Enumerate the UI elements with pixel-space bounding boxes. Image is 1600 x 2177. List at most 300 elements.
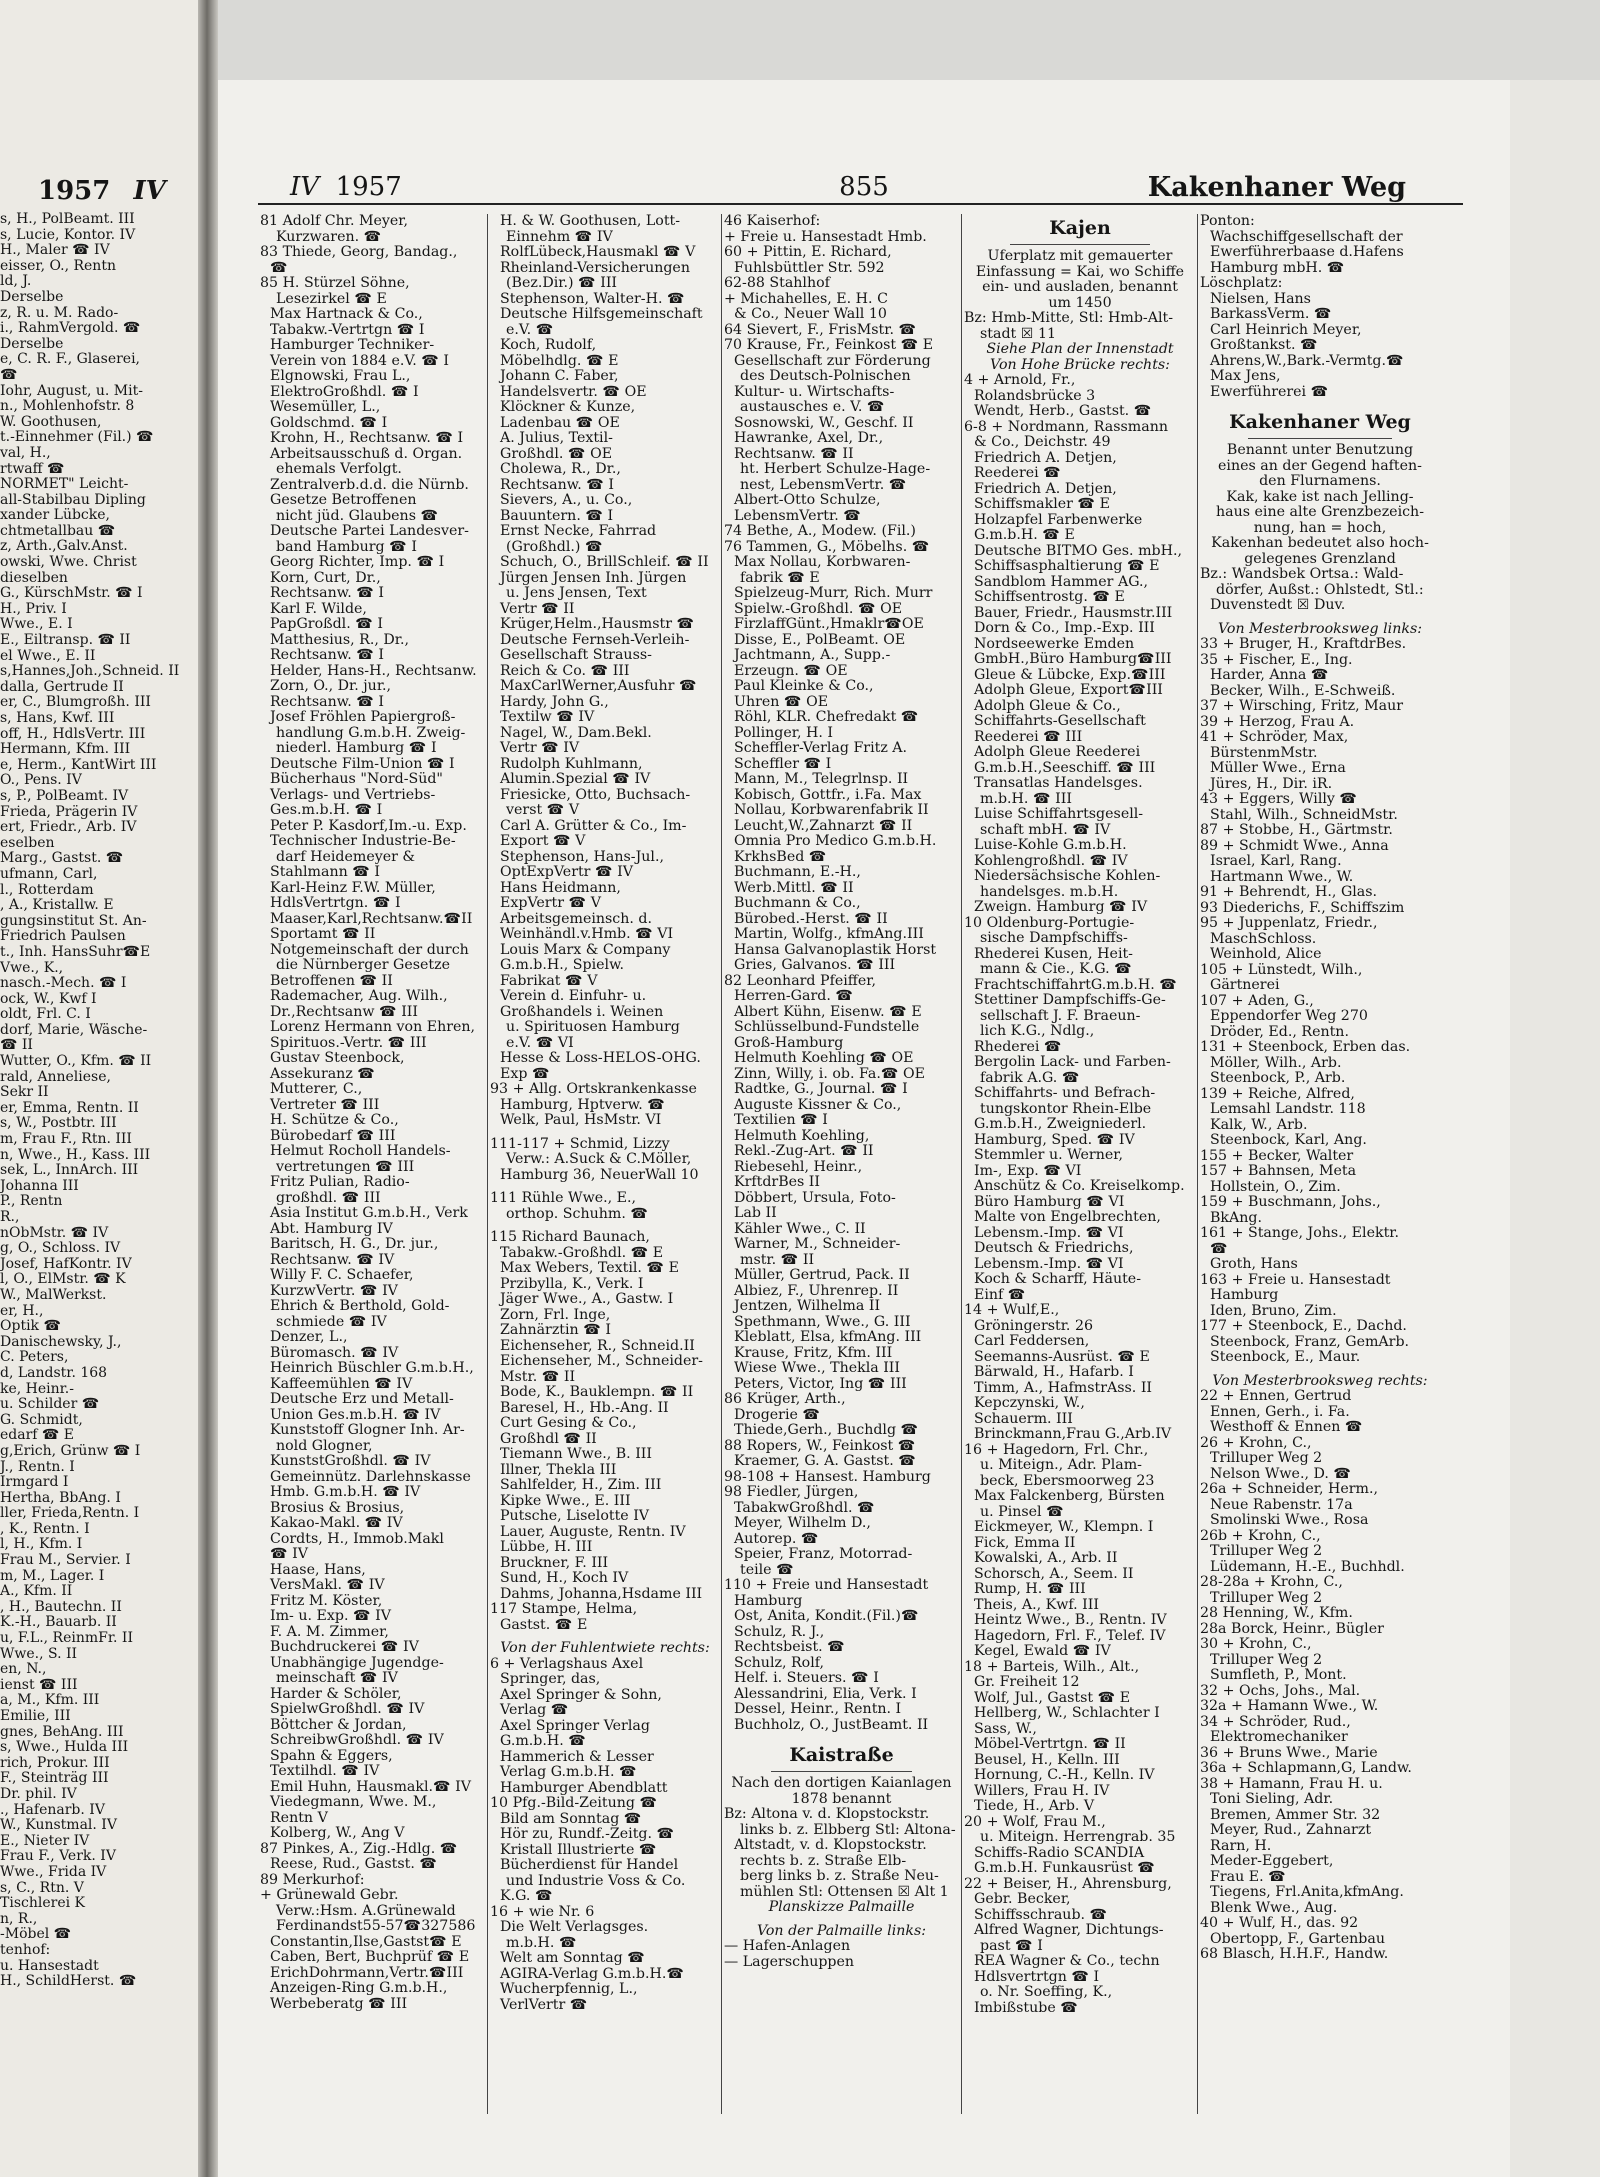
directory-entry: ☎ (270, 260, 288, 276)
previous-page-line: z, R. u. M. Rado- (0, 304, 119, 321)
directory-entry: GmbH.,Büro Hamburg☎III (974, 652, 1172, 667)
directory-entry: MaschSchloss. (1210, 931, 1317, 947)
directory-entry: 22 + Ennen, Gertrud (1200, 1389, 1352, 1404)
previous-page-line: eselben (0, 834, 55, 851)
directory-entry: Willy F. C. Schaefer, (270, 1268, 414, 1283)
heading-rule (771, 1771, 912, 1772)
header-rule (258, 203, 1463, 205)
directory-entry: Viedegmann, Wwe. M., (270, 1795, 437, 1810)
directory-entry: SchreibwGroßhdl. ☎ IV (270, 1733, 444, 1748)
directory-entry: 74 Bethe, A., Modew. (Fil.) (724, 524, 916, 539)
directory-entry: Auguste Kissner & Co., (734, 1097, 902, 1113)
directory-entry: Heintz Wwe., B., Rentn. IV (974, 1613, 1167, 1628)
directory-entry: Constantin,Ilse,Gastst☎ E (270, 1934, 462, 1950)
previous-page-line: R., (0, 1209, 20, 1225)
previous-page-line: g,Erich, Grünw ☎ I (0, 1442, 141, 1459)
directory-entry: ElektroGroßhdl. ☎ I (270, 384, 419, 400)
directory-entry: m.b.H. ☎ III (980, 791, 1072, 807)
directory-entry: Verlag ☎ (500, 1703, 569, 1718)
previous-page-line: s, W., Postbtr. III (0, 1115, 117, 1132)
previous-page-line: ller, Frieda,Rentn. I (0, 1505, 140, 1522)
directory-entry: Max Hartnack & Co., (270, 307, 423, 322)
directory-entry: Karl-Heinz F.W. Müller, (270, 880, 436, 896)
directory-entry: vertretungen ☎ III (276, 1159, 415, 1175)
previous-page-line: G. Schmidt, (0, 1411, 83, 1428)
directory-entry: VerlVertr ☎ (500, 1997, 588, 2013)
directory-entry: 115 Richard Baunach, (490, 1230, 650, 1245)
directory-entry: Zentralverb.d.d. die Nürnb. (270, 477, 469, 493)
directory-entry: 34 + Schröder, Rud., (1200, 1714, 1351, 1730)
previous-page-line: off, H., HdlsVertr. III (0, 725, 146, 742)
directory-entry: Transatlas Handelsges. (974, 776, 1143, 791)
directory-entry: Ewerführerei ☎ (1210, 384, 1329, 400)
previous-page-line: -Möbel ☎ (0, 1926, 72, 1943)
directory-entry: 117 Stampe, Helma, (490, 1602, 638, 1617)
directory-entry: Bärwald, H., Hafarb. I (974, 1365, 1134, 1380)
directory-entry: Hawranke, Axel, Dr., (734, 431, 884, 446)
directory-entry: Lorenz Hermann von Ehren, (270, 1020, 476, 1035)
directory-entry: Scheffler ☎ I (734, 756, 832, 772)
directory-entry: Pollinger, H. I (734, 725, 833, 741)
page-header (218, 172, 1510, 212)
directory-entry: Matthesius, R., Dr., (270, 632, 410, 648)
directory-entry: Georg Richter, Imp. ☎ I (270, 555, 445, 570)
previous-page-line: Marg., Gastst. ☎ (0, 850, 124, 867)
directory-entry: mühlen Stl: Ottensen ☒ Alt 1 (740, 1884, 949, 1900)
previous-page-line: gnes, BehAng. III (0, 1723, 124, 1740)
directory-entry: Spethmann, Wwe., G. III (734, 1314, 911, 1330)
directory-entry: Willers, Frau H. IV (974, 1783, 1110, 1799)
page-year: 1957 (335, 172, 402, 202)
directory-entry: Hardy, John G., (500, 694, 609, 710)
directory-entry: handlung G.m.b.H. Zweig- (276, 725, 466, 741)
previous-page-line: P., Rentn (0, 1193, 63, 1210)
directory-entry: Luise Schiffahrtsgesell- (974, 807, 1144, 822)
directory-entry: FirzlaffGünt.,Hmaklr☎OE (734, 617, 924, 632)
previous-page-line: rich, Prokur. III (0, 1754, 110, 1771)
directory-entry: 28 Henning, W., Kfm. (1200, 1606, 1353, 1621)
directory-entry: u. Jens Jensen, Text (506, 586, 647, 601)
directory-entry: Asia Institut G.m.b.H., Verk (270, 1206, 468, 1221)
directory-entry: G.m.b.H. ☎ E (974, 528, 1075, 543)
directory-entry: Einf ☎ (974, 1287, 1026, 1303)
directory-entry: MaxCarlWerner,Ausfuhr ☎ (500, 679, 697, 694)
directory-column-3 (724, 214, 959, 2114)
previous-page-line: ld, J. (0, 273, 32, 290)
directory-entry: um 1450 (1048, 295, 1112, 311)
directory-entry: Bauer, Friedr., Hausmstr.III (974, 605, 1173, 621)
directory-entry: Deutsche BITMO Ges. mbH., (974, 543, 1182, 559)
directory-entry: Hamburg mbH. ☎ (1210, 260, 1345, 276)
directory-entry: fabrik ☎ E (740, 570, 820, 586)
directory-entry: Anschütz & Co. Kreiselkomp. (974, 1179, 1185, 1194)
directory-entry: 155 + Becker, Walter (1200, 1148, 1354, 1164)
directory-entry: 1878 benannt (791, 1791, 892, 1807)
previous-page-line: e, Herm., KantWirt III (0, 756, 157, 773)
directory-entry: Spielw.-Großhdl. ☎ OE (734, 601, 903, 617)
directory-entry: Wucherpfennig, L., (500, 1982, 638, 1997)
directory-entry: 139 + Reiche, Alfred, (1200, 1086, 1355, 1102)
directory-entry: & Co., Neuer Wall 10 (734, 307, 887, 322)
directory-entry: Gärtnerei (1210, 978, 1280, 993)
directory-entry: Josef Fröhlen Papiergroß- (270, 710, 456, 725)
directory-entry: Thiede,Gerh., Buchdlg ☎ (734, 1423, 919, 1438)
directory-entry: Rump, H. ☎ III (974, 1582, 1086, 1597)
directory-entry: Kalk, W., Arb. (1210, 1117, 1308, 1133)
directory-entry: lich K.G., Ndlg., (980, 1024, 1095, 1039)
directory-entry: ht. Herbert Schulze-Hage- (740, 462, 931, 477)
directory-entry: beck, Ebersmoorweg 23 (980, 1473, 1155, 1489)
directory-entry: Hellberg, W., Schlachter I (974, 1706, 1160, 1721)
previous-page-line: Hertha, BbAng. I (0, 1489, 121, 1506)
directory-entry: Nollau, Korbwarenfabrik II (734, 803, 929, 818)
previous-page-line: Irmgard I (0, 1474, 69, 1491)
previous-page-line: Emilie, III (0, 1708, 71, 1724)
directory-entry: Brinckmann,Frau G.,Arb.IV (974, 1427, 1172, 1442)
directory-entry: 85 H. Stürzel Söhne, (260, 276, 410, 291)
previous-page-line: eisser, O., Rentn (0, 257, 116, 274)
directory-entry: K.G. ☎ (500, 1889, 553, 1904)
directory-entry: Werbeberatg ☎ III (270, 1996, 408, 2012)
directory-entry: e.V. ☎ VI (506, 1035, 574, 1051)
spacer (724, 1916, 959, 1924)
directory-entry: Riebesehl, Heinr., (734, 1159, 863, 1175)
directory-entry: mann & Cie., K.G. ☎ (980, 962, 1132, 977)
directory-entry: 93 Diederichs, F., Schiffszim (1200, 900, 1405, 916)
directory-entry: teile ☎ (740, 1562, 794, 1578)
directory-entry: Hamburg (734, 1593, 803, 1609)
previous-page-line: Iohr, August, u. Mit- (0, 382, 143, 399)
previous-page-header (38, 176, 188, 206)
directory-entry: Klöckner & Kunze, (500, 400, 636, 415)
directory-entry: Vertr ☎ II (500, 601, 575, 617)
directory-entry: Abt. Hamburg IV (270, 1221, 393, 1237)
directory-column-4 (964, 214, 1196, 2114)
directory-entry: 110 + Freie und Hansestadt (724, 1578, 929, 1593)
previous-page-line: dalla, Gertrude II (0, 678, 124, 695)
directory-entry: Kak, kake ist nach Jelling- (1226, 489, 1414, 505)
directory-entry: Harder & Schöler, (270, 1686, 402, 1702)
directory-entry: sellschaft J. F. Braeun- (980, 1008, 1141, 1024)
directory-entry: Müller, Gertrud, Pack. II (734, 1268, 910, 1283)
previous-page-line: gungsinstitut St. An- (0, 912, 147, 929)
directory-entry: Wesemüller, L., (270, 400, 381, 415)
directory-entry: 6 + Verlagshaus Axel (490, 1656, 644, 1672)
directory-entry: 30 + Krohn, C., (1200, 1637, 1312, 1652)
directory-entry: Fritz M. Köster, (270, 1593, 383, 1609)
directory-entry: Hamburger Techniker- (270, 338, 435, 353)
directory-entry: AGIRA-Verlag G.m.b.H.☎ (500, 1966, 685, 1982)
directory-entry: G.m.b.H. ☎ (500, 1734, 586, 1749)
directory-entry: Tiemann Wwe., B. III (500, 1447, 653, 1462)
directory-entry: Steenbock, Karl, Ang. (1210, 1133, 1367, 1148)
directory-entry: Luise-Kohle G.m.b.H. (974, 838, 1127, 853)
directory-entry: Fritz Pulian, Radio- (270, 1175, 410, 1190)
directory-entry: Eickmeyer, W., Klempn. I (974, 1520, 1154, 1535)
directory-entry: haus eine alte Grenzbezeich- (1216, 505, 1424, 520)
directory-entry: Toni Sieling, Adr. (1210, 1792, 1334, 1807)
spacer (490, 1222, 720, 1230)
directory-entry: Bruckner, F. III (500, 1555, 609, 1571)
previous-page-line: s,Hannes,Joh.,Schneid. II (0, 663, 180, 680)
directory-entry: Eppendorfer Weg 270 (1210, 1009, 1368, 1024)
directory-entry: Kaffeemühlen ☎ IV (270, 1376, 413, 1392)
previous-page-line: ock, W., Kwf I (0, 990, 97, 1007)
previous-page-line: E., Nieter IV (0, 1832, 90, 1849)
directory-entry: Welt am Sonntag ☎ (500, 1951, 645, 1966)
directory-entry: Lauer, Auguste, Rentn. IV (500, 1524, 686, 1540)
directory-entry: 26 + Krohn, C., (1200, 1435, 1312, 1451)
directory-entry: Max Falckenberg, Bürsten (974, 1489, 1165, 1504)
directory-entry: Erzeugn. ☎ OE (734, 663, 848, 679)
directory-entry: Verein d. Einfuhr- u. (500, 989, 647, 1004)
directory-entry: Cholewa, R., Dr., (500, 462, 621, 477)
directory-entry: Axel Springer Verlag (500, 1718, 650, 1734)
directory-entry: Emil Huhn, Hausmakl.☎ IV (270, 1779, 472, 1795)
directory-entry: HdlsVertrtgn. ☎ I (270, 896, 401, 911)
directory-entry: Rudolph Kuhlmann, (500, 756, 643, 772)
directory-entry: Ennen, Gerh., i. Fa. (1210, 1404, 1350, 1420)
directory-entry: Buchdruckerei ☎ IV (270, 1640, 419, 1655)
directory-entry: mstr. ☎ II (740, 1252, 815, 1268)
directory-entry: Beusel, H., Kelln. III (974, 1752, 1120, 1768)
directory-entry: verst ☎ V (506, 803, 580, 818)
directory-entry: Jäger Wwe., A., Gastw. I (500, 1292, 674, 1307)
directory-entry: BürstenmMstr. (1210, 745, 1318, 761)
directory-entry: meinschaft ☎ IV (276, 1671, 398, 1686)
directory-entry: Reederei ☎ III (974, 729, 1083, 745)
directory-entry: 89 Merkurhof: (260, 1872, 365, 1888)
directory-entry: gelegenes Grenzland (1244, 551, 1396, 567)
directory-entry: Schuch, O., BrillSchleif. ☎ II (500, 555, 709, 570)
directory-entry: Gesellschaft Strauss- (500, 648, 652, 663)
previous-page-line: g, O., Schloss. IV (0, 1240, 121, 1257)
directory-entry: Krohn, H., Rechtsanw. ☎ I (270, 431, 464, 446)
directory-entry: Bode, K., Bauklempn. ☎ II (500, 1385, 694, 1400)
directory-entry: Großhdl. ☎ OE (500, 446, 613, 462)
directory-entry: Tiede, H., Arb. V (974, 1799, 1095, 1814)
directory-entry: Technischer Industrie-Be- (270, 834, 456, 849)
directory-entry: berg links b. z. Straße Neu- (740, 1869, 939, 1884)
directory-entry: Max Jens, (1210, 369, 1281, 384)
directory-entry: Trilluper Weg 2 (1210, 1544, 1323, 1559)
directory-entry: 68 Blasch, H.H.F., Handw. (1200, 1947, 1389, 1962)
directory-entry: Welk, Paul, HsMstr. VI (500, 1113, 662, 1128)
street-running-title: Kakenhaner Weg (1147, 172, 1406, 203)
directory-entry: Stahl, Wilh., SchneidMstr. (1210, 807, 1398, 823)
spacer (1200, 614, 1440, 622)
directory-entry: Krause, Fritz, Kfm. III (734, 1345, 893, 1361)
directory-entry: band Hamburg ☎ I (276, 539, 417, 555)
directory-entry: 20 + Wolf, Frau M., (964, 1814, 1106, 1830)
directory-entry: 6-8 + Nordmann, Rassmann (964, 419, 1168, 435)
directory-entry: Wendt, Herb., Gastst. ☎ (974, 404, 1152, 419)
directory-entry: Alumin.Spezial ☎ IV (500, 772, 651, 787)
directory-entry: Ges.m.b.H. ☎ I (270, 803, 383, 818)
spacer (490, 1633, 720, 1641)
directory-entry: Stahlmann ☎ I (270, 865, 381, 880)
directory-entry: LebensmVertr. ☎ (734, 508, 861, 524)
directory-entry: Sund, H., Koch IV (500, 1571, 629, 1586)
directory-entry: Hdlsvertrtgn ☎ I (974, 1969, 1100, 1985)
directory-entry: Speier, Franz, Motorrad- (734, 1547, 913, 1562)
directory-entry: fabrik A.G. ☎ (980, 1070, 1080, 1086)
directory-entry: Duvenstedt ☒ Duv. (1210, 598, 1346, 613)
directory-entry: Eichenseher, R., Schneid.II (500, 1338, 695, 1354)
directory-entry: Koch & Scharff, Häute- (974, 1272, 1141, 1287)
directory-entry: 91 + Behrendt, H., Glas. (1200, 885, 1378, 900)
directory-entry: Putsche, Liselotte IV (500, 1509, 650, 1524)
directory-entry: Jentzen, Wilhelma II (734, 1299, 881, 1314)
previous-page-line: val, H., (0, 444, 51, 461)
directory-entry: Omnia Pro Medico G.m.b.H. (734, 834, 937, 849)
directory-entry: Wolf, Jul., Gastst ☎ E (974, 1690, 1131, 1706)
directory-entry: Curt Gesing & Co., (500, 1416, 637, 1431)
previous-page-line: m, M., Lager. I (0, 1567, 105, 1584)
directory-entry: Kunststoff Glogner Inh. Ar- (270, 1423, 465, 1438)
directory-entry: G.m.b.H. Funkausrüst ☎ (974, 1861, 1155, 1876)
directory-entry: TabakwGroßhdl. ☎ (734, 1500, 875, 1516)
directory-entry: Hammerich & Lesser (500, 1749, 654, 1765)
column-divider (487, 214, 488, 2114)
directory-entry: + Michahelles, E. H. C (724, 291, 888, 307)
directory-entry: ein- und ausladen, benannt (982, 280, 1178, 295)
directory-entry: Schlüsselbund-Fundstelle (734, 1020, 920, 1035)
directory-entry: Gustav Steenbock, (270, 1051, 405, 1066)
directory-entry: 26a + Schneider, Herm., (1200, 1482, 1379, 1497)
heading-rule (1010, 244, 1149, 245)
directory-entry: Albert-Otto Schulze, (734, 493, 881, 508)
directory-entry: 157 + Bahnsen, Meta (1200, 1164, 1357, 1179)
directory-entry: Rolandsbrücke 3 (974, 388, 1096, 404)
previous-page-line: er, C., Blumgroßh. III (0, 694, 151, 711)
directory-entry: Kakenhan bedeutet also hoch- (1211, 536, 1429, 551)
directory-entry: Mann, M., Telegrlnsp. II (734, 772, 909, 787)
directory-entry: Benannt unter Benutzung (1226, 443, 1414, 458)
directory-entry: Schiffahrts- und Befrach- (974, 1086, 1156, 1101)
previous-page-section: IV (133, 176, 166, 206)
directory-entry: Hamburger Abendblatt (500, 1780, 668, 1796)
directory-entry: Reich & Co. ☎ III (500, 663, 630, 679)
directory-entry: Paul Kleinke & Co., (734, 679, 874, 694)
previous-page-line: ke, Heinr.- (0, 1380, 74, 1397)
directory-entry: Spahn & Eggers, (270, 1748, 393, 1764)
directory-entry: 40 + Wulf, H., das. 92 (1200, 1916, 1359, 1931)
previous-page-line: sek, L., InnArch. III (0, 1162, 139, 1179)
directory-entry: Kolberg, W., Ang V (270, 1826, 405, 1841)
directory-entry: Schauerm. III (974, 1411, 1073, 1427)
directory-entry: ☎ IV (270, 1547, 309, 1562)
directory-entry: Möbelhdlg. ☎ E (500, 353, 619, 369)
previous-page-line: nObMstr. ☎ IV (0, 1224, 109, 1241)
directory-entry: dörfer, Außst.: Ohlstedt, Stl.: (1216, 582, 1424, 598)
directory-entry: Dr.,Rechtsanw ☎ III (270, 1004, 419, 1020)
directory-entry: Alessandrini, Elia, Verk. I (734, 1686, 917, 1702)
directory-entry: Lebensm.-Imp. ☎ VI (974, 1256, 1124, 1272)
directory-entry: Kähler Wwe., C. II (734, 1221, 866, 1237)
directory-entry: Rademacher, Aug. Wilh., (270, 989, 448, 1004)
directory-entry: Baritsch, H. G., Dr. jur., (270, 1237, 439, 1252)
directory-entry: Möller, Wilh., Arb. (1210, 1055, 1342, 1071)
directory-entry: 93 + Allg. Ortskrankenkasse (490, 1082, 697, 1097)
previous-page-line: s, Wwe., Hulda III (0, 1739, 129, 1756)
directory-entry: Tabakw.-Großhdl. ☎ E (500, 1245, 664, 1261)
previous-page-line: d, Landstr. 168 (0, 1364, 108, 1381)
directory-entry: Lesezirkel ☎ E (276, 291, 387, 307)
directory-entry: handelsges. m.b.H. (980, 884, 1119, 900)
directory-entry: 39 + Herzog, Frau A. (1200, 714, 1355, 730)
directory-entry: Meyer, Wilhelm D., (734, 1516, 871, 1531)
directory-entry: Buchmann & Co., (734, 896, 861, 911)
directory-entry: A. Julius, Textil- (500, 431, 613, 446)
directory-entry: Kristall Illustrierte ☎ (500, 1842, 657, 1858)
directory-entry: Koch, Rudolf, (500, 338, 597, 353)
directory-entry: 87 Pinkes, A., Zig.-Hdlg. ☎ (260, 1841, 458, 1857)
previous-page-line: Wwe., S. II (0, 1645, 78, 1662)
directory-entry: Gleue & Lübcke, Exp.☎III (974, 667, 1166, 683)
directory-entry: Gröningerstr. 26 (974, 1318, 1094, 1334)
directory-entry: Drogerie ☎ (734, 1407, 821, 1423)
directory-entry: Max Webers, Textil. ☎ E (500, 1261, 679, 1276)
directory-entry: 10 Oldenburg-Portugie- (964, 915, 1135, 931)
directory-entry: Jüres, H., Dir. iR. (1210, 776, 1333, 792)
previous-page-line: Hermann, Kfm. III (0, 741, 131, 758)
directory-entry: Adolph Gleue Reederei (974, 745, 1141, 760)
directory-entry: OptExpVertr ☎ IV (500, 865, 633, 880)
heading-rule (1248, 438, 1392, 439)
directory-entry: Vertreter ☎ III (270, 1097, 380, 1113)
directory-entry: Im- u. Exp. ☎ IV (270, 1609, 392, 1624)
directory-entry: Im-, Exp. ☎ VI (974, 1163, 1082, 1179)
directory-entry: Hagedorn, Frl. F., Telef. IV (974, 1628, 1166, 1644)
previous-page-line: n, R., (0, 1910, 38, 1927)
directory-entry: Möbel-Vertrtgn. ☎ II (974, 1737, 1126, 1752)
directory-entry: Przibylla, K., Verk. I (500, 1276, 644, 1292)
directory-entry: Sosnowski, W., Geschf. II (734, 415, 914, 431)
directory-entry: 86 Krüger, Arth., (724, 1392, 846, 1407)
directory-entry: Handelsvertr. ☎ OE (500, 384, 647, 400)
previous-page-line: E., Eiltransp. ☎ II (0, 632, 131, 649)
directory-entry: nung, han = hoch, (1253, 520, 1387, 536)
directory-entry: Rhederei ☎ (974, 1039, 1062, 1055)
directory-entry: H. Schütze & Co., (270, 1113, 399, 1128)
directory-entry: Lüdemann, H.-E., Buchhdl. (1210, 1559, 1405, 1575)
directory-entry: Gemeinnütz. Darlehnskasse (270, 1469, 471, 1485)
directory-entry: Lab II (734, 1206, 777, 1221)
directory-entry: Helf. i. Steuers. ☎ I (734, 1671, 879, 1686)
directory-entry: Helmuth Koehling ☎ OE (734, 1051, 914, 1066)
directory-entry: Obertopp, F., Gartenbau (1210, 1931, 1385, 1947)
directory-entry: Rekl.-Zug-Art. ☎ II (734, 1144, 874, 1159)
directory-entry: Nelson Wwe., D. ☎ (1210, 1466, 1352, 1482)
directory-entry: Gries, Galvanos. ☎ III (734, 958, 896, 973)
previous-page-line: el Wwe., E. II (0, 647, 96, 664)
previous-page-line: W., MalWerkst. (0, 1286, 107, 1303)
directory-entry: Export ☎ V (500, 834, 586, 849)
directory-entry: Büromasch. ☎ IV (270, 1345, 399, 1361)
previous-page-line: s, Hans, Kwf. III (0, 710, 115, 726)
previous-page-line: Wwe., Frida IV (0, 1863, 107, 1880)
previous-page-line: Wutter, O., Kfm. ☎ II (0, 1053, 152, 1070)
spacer (724, 1733, 959, 1741)
directory-entry: niederl. Hamburg ☎ I (276, 741, 437, 756)
directory-entry: Von Hohe Brücke rechts: (990, 357, 1170, 373)
directory-entry: Fabrikat ☎ V (500, 973, 598, 989)
directory-entry: Nagel, W., Dam.Bekl. (500, 725, 652, 741)
directory-entry: Textilhdl. ☎ IV (270, 1764, 380, 1779)
directory-entry: ExpVertr ☎ V (500, 896, 601, 911)
directory-entry: Lemsahl Landstr. 118 (1210, 1102, 1366, 1117)
